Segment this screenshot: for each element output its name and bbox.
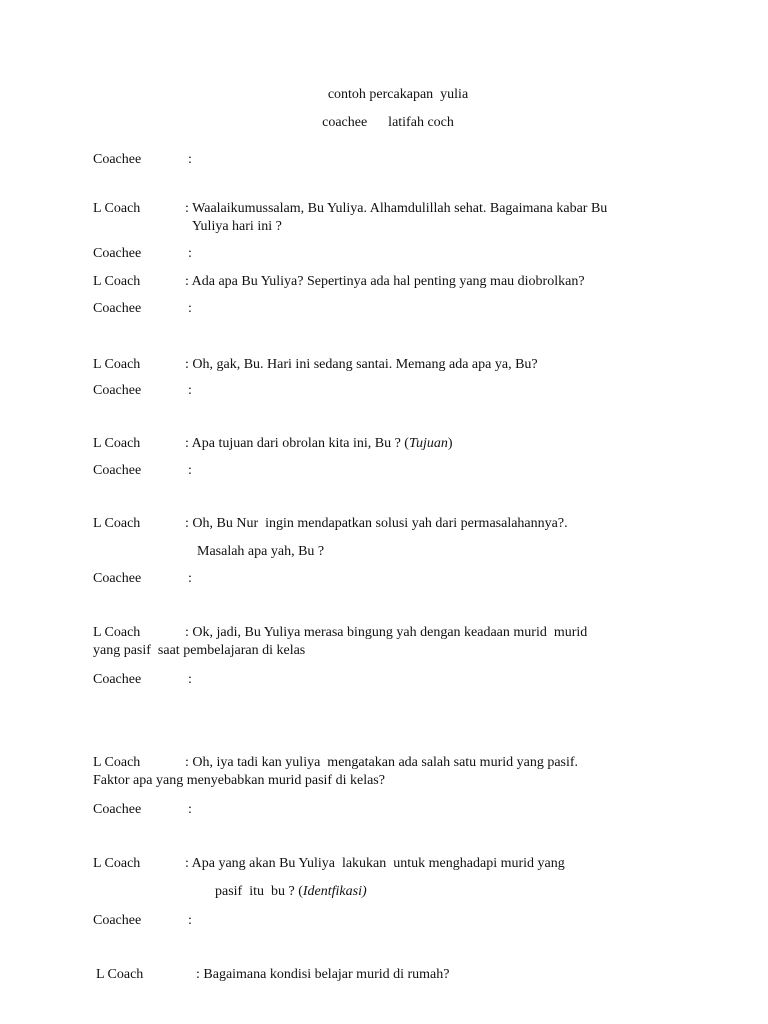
speaker-label: L Coach (93, 201, 141, 216)
dialogue-text: : Oh, Bu Nur ingin mendapatkan solusi yah dari permasalahannya?. (185, 516, 568, 531)
dialogue-continuation: pasif itu bu ? (Identfikasi) (215, 884, 367, 899)
speaker-label: Coachee (93, 301, 142, 316)
dialogue-text: : (188, 463, 192, 478)
dialogue-text: : Apa yang akan Bu Yuliya lakukan untuk menghadapi murid yang (185, 856, 565, 871)
dialogue-text: : Apa tujuan dari obrolan kita ini, Bu ? (Tujuan) (185, 436, 453, 451)
speaker-label: L Coach (93, 357, 141, 372)
dialogue-text: : (188, 672, 192, 687)
dialogue-text: : Ok, jadi, Bu Yuliya merasa bingung yah dengan keadaan murid murid (185, 625, 588, 640)
dialogue-text: : (188, 152, 192, 167)
speaker-label: Coachee (93, 802, 142, 817)
speaker-label: Coachee (93, 463, 142, 478)
dialogue-continuation: yang pasif saat pembelajaran di kelas (93, 643, 306, 658)
speaker-label: L Coach (93, 625, 141, 640)
dialogue-text: : Waalaikumussalam, Bu Yuliya. Alhamdulillah sehat. Bagaimana kabar Bu (185, 201, 608, 216)
dialogue-text: : Bagaimana kondisi belajar murid di rumah? (196, 967, 450, 982)
dialogue-continuation: Faktor apa yang menyebabkan murid pasif di kelas? (93, 773, 385, 788)
speaker-label: Coachee (93, 152, 142, 167)
document-subtitle: coachee latifah coch (322, 115, 454, 130)
dialogue-text: : (188, 802, 192, 817)
dialogue-continuation: Yuliya hari ini ? (192, 219, 282, 234)
dialogue-text: : (188, 913, 192, 928)
dialogue-text: : (188, 383, 192, 398)
speaker-label: L Coach (93, 516, 141, 531)
speaker-label: L Coach (93, 274, 141, 289)
speaker-label: L Coach (93, 856, 141, 871)
speaker-label: L Coach (93, 436, 141, 451)
speaker-label: L Coach (96, 967, 144, 982)
tag-identifikasi: Identfikasi) (302, 884, 367, 899)
speaker-label: Coachee (93, 383, 142, 398)
speaker-label: L Coach (93, 755, 141, 770)
speaker-label: Coachee (93, 246, 142, 261)
tag-tujuan: Tujuan (408, 436, 448, 451)
dialogue-text: : Oh, iya tadi kan yuliya mengatakan ada salah satu murid yang pasif. (185, 755, 579, 770)
document-title: contoh percakapan yulia (327, 87, 469, 102)
dialogue-text: : (188, 571, 192, 586)
speaker-label: Coachee (93, 672, 142, 687)
dialogue-text: : Oh, gak, Bu. Hari ini sedang santai. Memang ada apa ya, Bu? (185, 357, 538, 372)
speaker-label: Coachee (93, 913, 142, 928)
dialogue-text: : Ada apa Bu Yuliya? Sepertinya ada hal penting yang mau diobrolkan? (185, 274, 585, 289)
dialogue-text: : (188, 246, 192, 261)
speaker-label: Coachee (93, 571, 142, 586)
dialogue-continuation: Masalah apa yah, Bu ? (197, 544, 325, 559)
dialogue-text: : (188, 301, 192, 316)
